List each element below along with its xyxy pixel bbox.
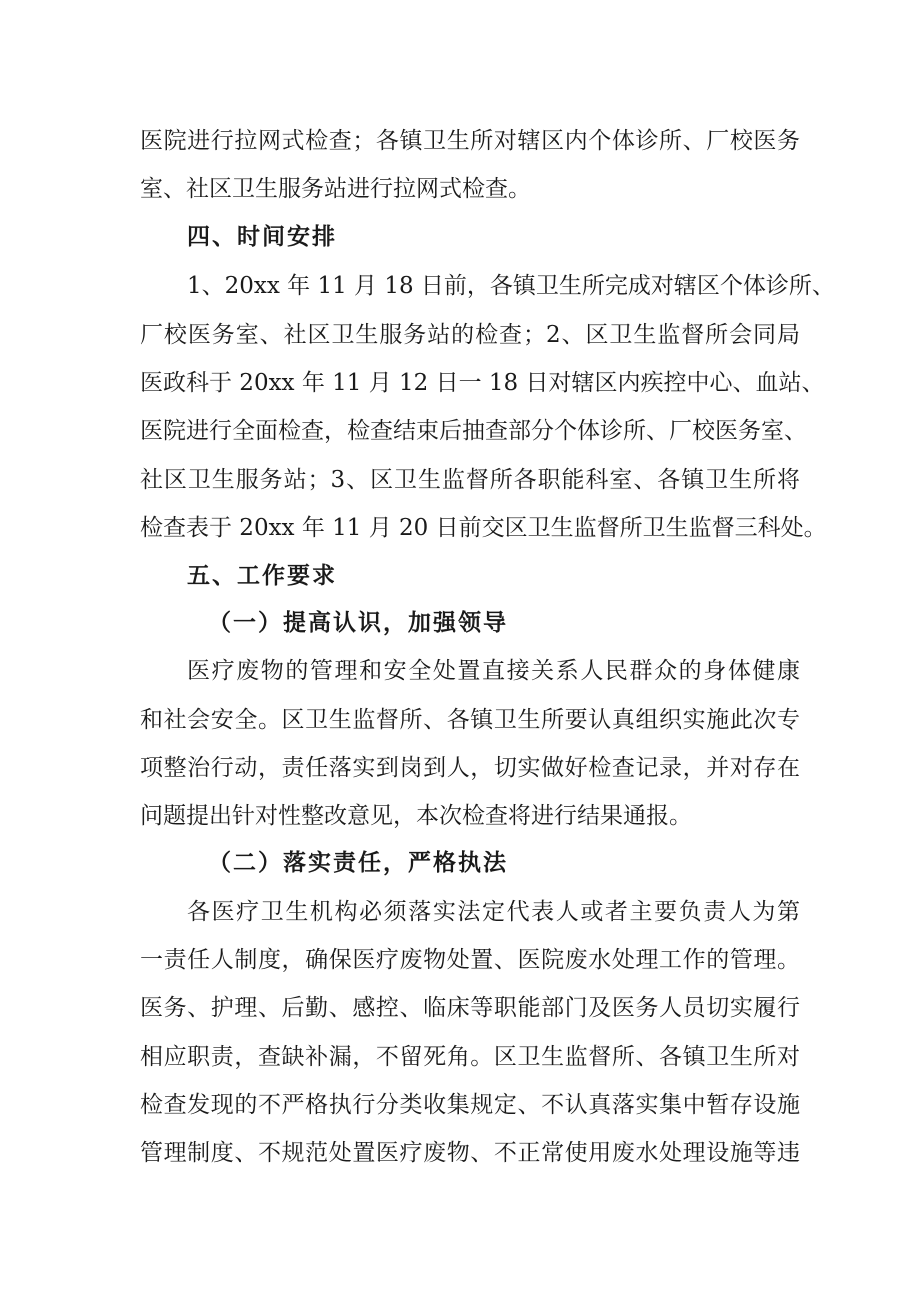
body-line: 医院进行全面检查，检查结束后抽查部分个体诊所、厂校医务室、	[140, 418, 807, 444]
body-line: 1、20xx 年 11 月 18 日前，各镇卫生所完成对辖区个体诊所、	[187, 273, 835, 299]
body-line: 检查发现的不严格执行分类收集规定、不认真落实集中暂存设施	[140, 1092, 800, 1118]
body-line: 各医疗卫生机构必须落实法定代表人或者主要负责人为第	[187, 899, 800, 925]
body-line: 厂校医务室、社区卫生服务站的检查；2、区卫生监督所会同局	[140, 322, 800, 348]
body-line: 医院进行拉网式检查；各镇卫生所对辖区内个体诊所、厂校医务	[140, 128, 800, 154]
body-line: 项整治行动，责任落实到岗到人，切实做好检查记录，并对存在	[140, 755, 800, 781]
body-line: 医政科于 20xx 年 11 月 12 日一 18 日对辖区内疾控中心、血站、	[140, 370, 825, 396]
body-line: 相应职责，查缺补漏，不留死角。区卫生监督所、各镇卫生所对	[140, 1044, 800, 1070]
body-line: 管理制度、不规范处置医疗废物、不正常使用废水处理设施等违	[140, 1140, 800, 1166]
body-line: 检查表于 20xx 年 11 月 20 日前交区卫生监督所卫生监督三科处。	[140, 515, 827, 541]
body-line: 一责任人制度，确保医疗废物处置、医院废水处理工作的管理。	[140, 947, 800, 973]
body-line: 问题提出针对性整改意见，本次检查将进行结果通报。	[140, 803, 692, 829]
section-heading-requirements: 五、工作要求	[187, 563, 337, 589]
body-line: 社区卫生服务站；3、区卫生监督所各职能科室、各镇卫生所将	[140, 467, 800, 493]
subsection-heading-1: （一）提高认识，加强领导	[208, 610, 508, 636]
section-heading-schedule: 四、时间安排	[187, 224, 337, 250]
body-line: 医务、护理、后勤、感控、临床等职能部门及医务人员切实履行	[140, 995, 800, 1021]
body-line: 医疗废物的管理和安全处置直接关系人民群众的身体健康	[187, 658, 800, 684]
body-line: 和社会安全。区卫生监督所、各镇卫生所要认真组织实施此次专	[140, 707, 800, 733]
subsection-heading-2: （二）落实责任，严格执法	[208, 850, 508, 876]
body-line: 室、社区卫生服务站进行拉网式检查。	[140, 176, 531, 202]
